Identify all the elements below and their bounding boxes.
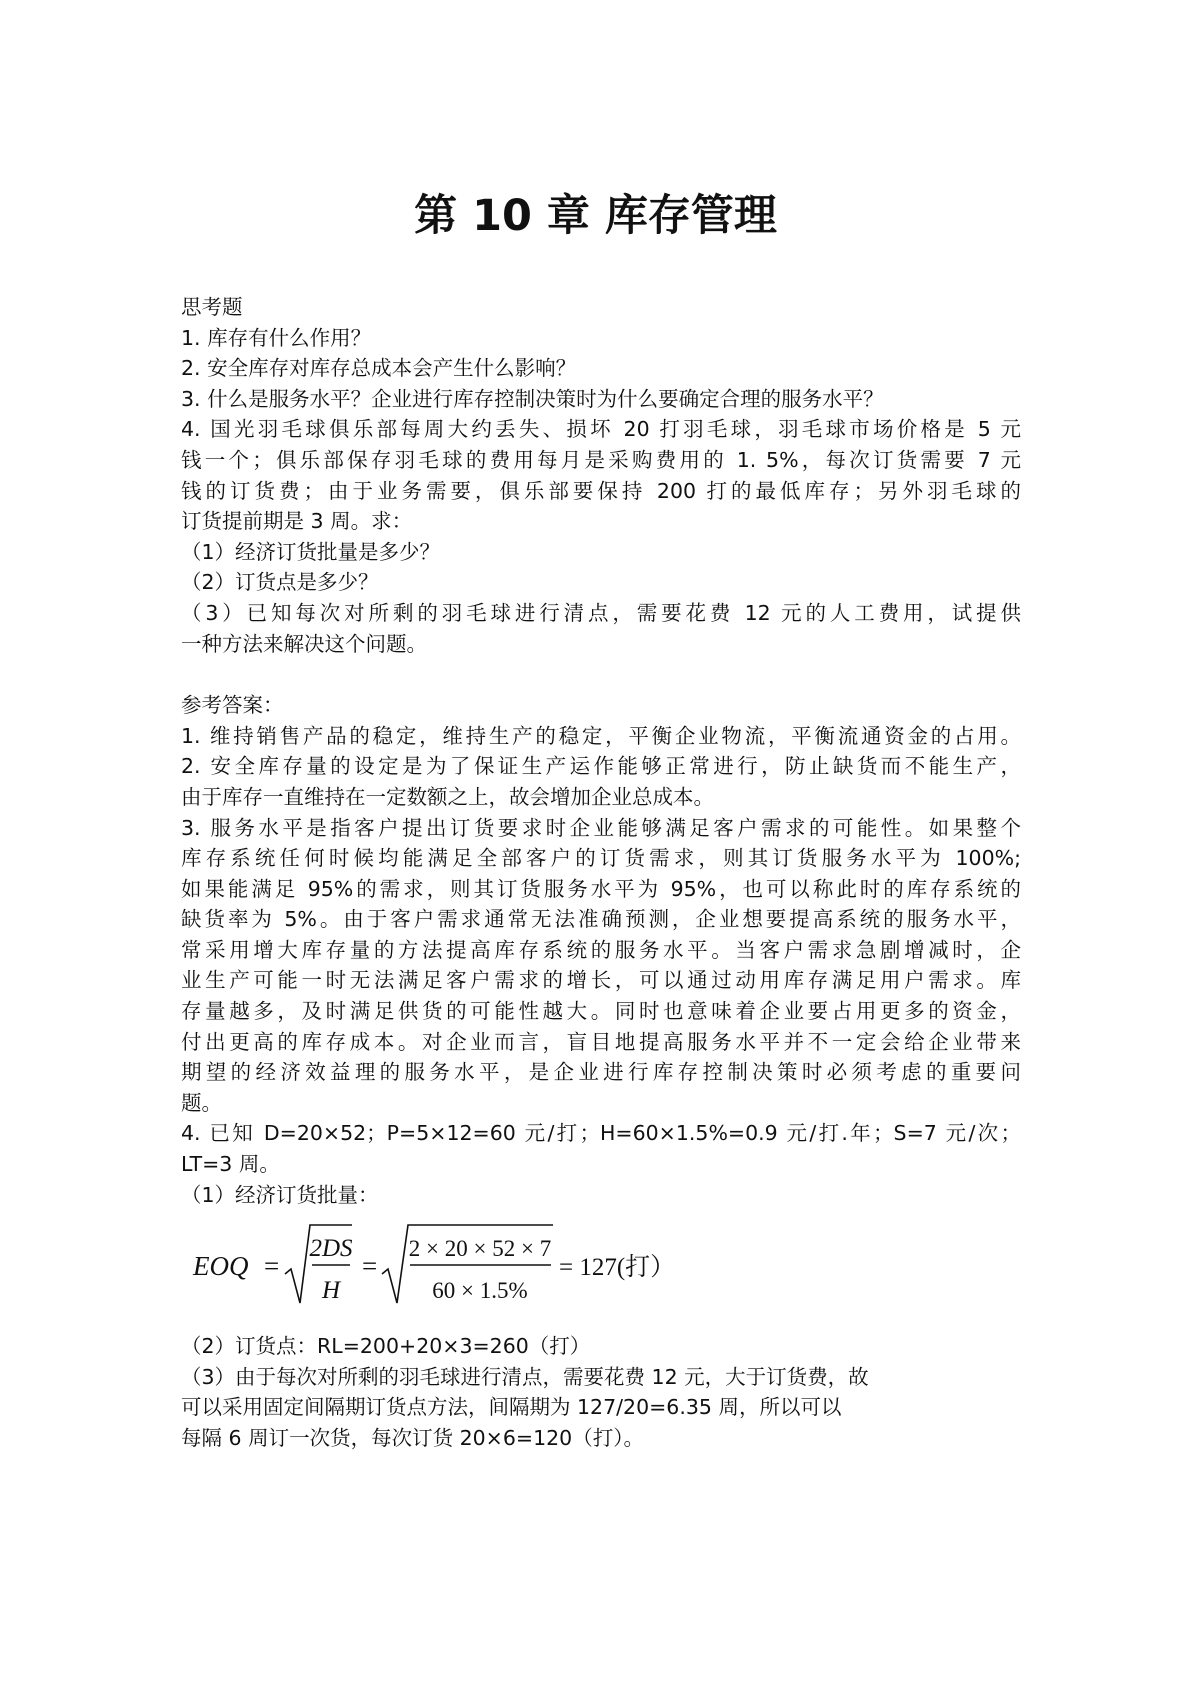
answer-4-line: LT=3 周。 <box>181 1152 280 1177</box>
formula-equals: = <box>362 1251 378 1282</box>
section-gap <box>181 659 1021 690</box>
question-4-line: 订货提前期是 3 周。求： <box>181 509 413 534</box>
formula-equals: = <box>264 1251 280 1282</box>
answers-heading: 参考答案： <box>181 693 284 718</box>
fraction-2-numerator: 2 × 20 × 52 × 7 <box>408 1236 552 1262</box>
answer-3-line: 付出更高的库存成本。对企业而言，盲目地提高服务水平并不一定会给企业带来 <box>181 1029 1021 1054</box>
answer-4-sub-3-line: 可以采用固定间隔期订货点方法，间隔期为 127/20=6.35 周，所以可以 <box>181 1395 842 1420</box>
document-body <box>181 292 1021 1454</box>
formula-result: = 127(打） <box>559 1254 676 1282</box>
formula-lhs: EOQ <box>193 1251 249 1282</box>
fraction-1-numerator: 2DS <box>309 1235 353 1263</box>
answer-3-line: 常采用增大库存量的方法提高库存系统的服务水平。当客户需求急剧增减时，企 <box>181 937 1021 962</box>
question-3: 3. 什么是服务水平？企业进行库存控制决策时为什么要确定合理的服务水平？ <box>181 386 884 411</box>
answer-4-sub-2: （2）订货点：RL=200+20×3=260（打） <box>181 1334 591 1359</box>
answer-4-sub-1: （1）经济订货批量： <box>181 1182 379 1207</box>
answer-1: 1. 维持销售产品的稳定，维持生产的稳定，平衡企业物流，平衡流通资金的占用。 <box>181 723 1021 748</box>
answer-3-line: 业生产可能一时无法满足客户需求的增长，可以通过动用库存满足用户需求。库 <box>181 968 1021 993</box>
question-4-sub-1: （1）经济订货批量是多少？ <box>181 539 441 564</box>
answer-4-sub-3-line: （3）由于每次对所剩的羽毛球进行清点，需要花费 12 元，大于订货费，故 <box>181 1364 869 1389</box>
answer-3-line: 期望的经济效益理的服务水平，是企业进行库存控制决策时必须考虑的重要问 <box>181 1060 1021 1085</box>
answer-3-line: 如果能满足 95%的需求，则其订货服务水平为 95%，也可以称此时的库存系统的 <box>181 876 1021 901</box>
fraction-2-denominator: 60 × 1.5% <box>432 1278 528 1304</box>
answer-4-line: 4. 已知 D=20×52；P=5×12=60 元/打；H=60×1.5%=0.9 元/打.年；S=7 元/次； <box>181 1121 1021 1146</box>
question-4-sub-3-line: （3）已知每次对所剩的羽毛球进行清点，需要花费 12 元的人工费用，试提供 <box>181 600 1021 625</box>
answer-3-line: 存量越多，及时满足供货的可能性越大。同时也意味着企业要占用更多的资金， <box>181 999 1021 1024</box>
question-4-sub-2: （2）订货点是多少？ <box>181 570 379 595</box>
answer-2-line: 2. 安全库存量的设定是为了保证生产运作能够正常进行，防止缺货而不能生产， <box>181 754 1021 779</box>
question-4-line: 4. 国光羽毛球俱乐部每周大约丢失、损坏 20 打羽毛球，羽毛球市场价格是 5 元 <box>181 417 1021 442</box>
answer-4-sub-3-line: 每隔 6 周订一次货，每次订货 20×6=120（打）。 <box>181 1426 644 1450</box>
answer-3-line: 缺货率为 5%。由于客户需求通常无法准确预测，企业想要提高系统的服务水平， <box>181 907 1021 932</box>
answer-3-line: 库存系统任何时候均能满足全部客户的订货需求，则其订货服务水平为 100%; <box>181 846 1021 871</box>
answer-2-line: 由于库存一直维持在一定数额之上，故会增加企业总成本。 <box>181 784 714 809</box>
question-2: 2. 安全库存对库存总成本会产生什么影响？ <box>181 356 577 381</box>
question-1: 1. 库存有什么作用？ <box>181 325 372 350</box>
questions-heading: 思考题 <box>181 295 243 319</box>
page-title: 第 10 章 库存管理 <box>414 191 777 241</box>
question-4-line: 钱的订货费；由于业务需要，俱乐部要保持 200 打的最低库存；另外羽毛球的 <box>181 478 1021 503</box>
answer-3-line: 3. 服务水平是指客户提出订货要求时企业能够满足客户需求的可能性。如果整个 <box>181 815 1021 840</box>
answer-3-line: 题。 <box>181 1090 222 1115</box>
eoq-formula <box>181 1217 1021 1319</box>
question-4-sub-3-line: 一种方法来解决这个问题。 <box>181 631 427 656</box>
fraction-1-denominator: H <box>321 1277 341 1305</box>
question-4-line: 钱一个；俱乐部保存羽毛球的费用每月是采购费用的 1. 5%，每次订货需要 7 元 <box>181 447 1021 472</box>
